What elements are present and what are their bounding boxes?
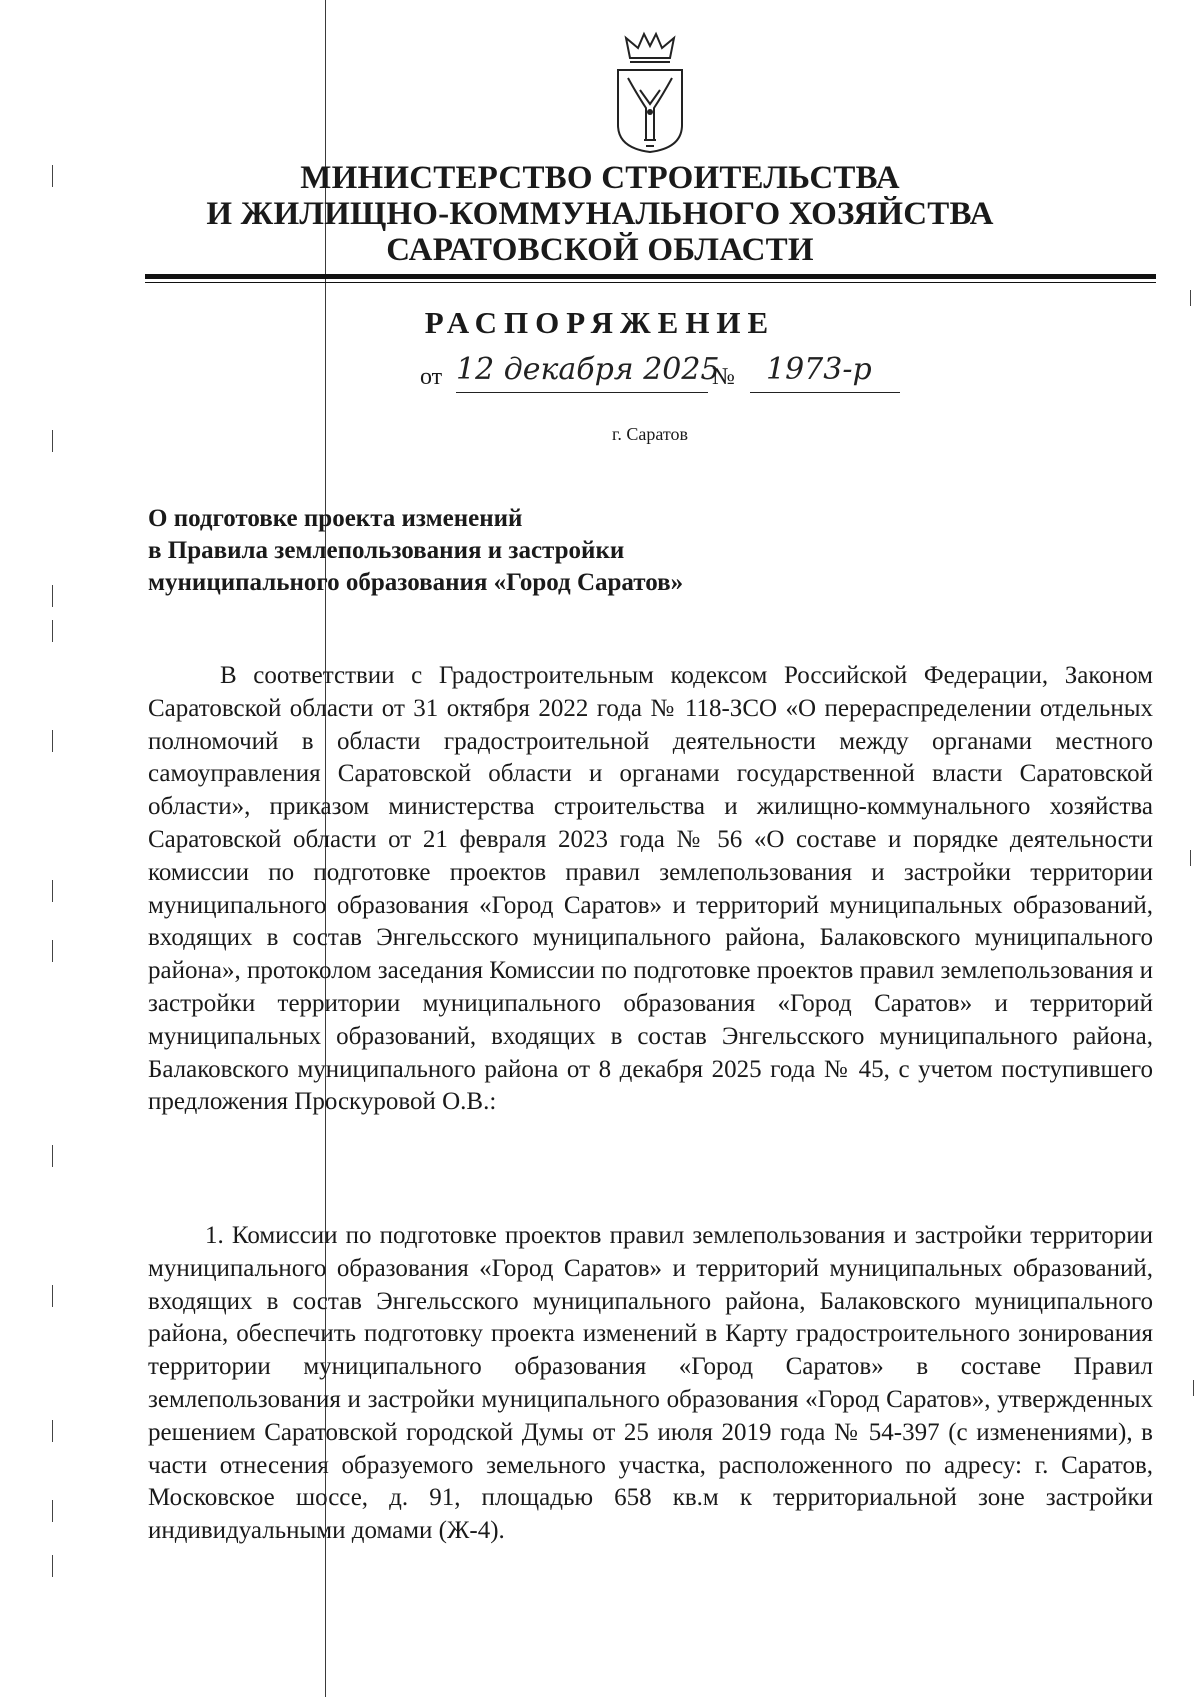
ministry-name	[150, 160, 1050, 268]
subject-line-2: в Правила землепользования и застройки	[148, 537, 625, 564]
city: г. Саратов	[612, 424, 688, 444]
subject-line-1: О подготовке проекта изменений	[148, 505, 523, 532]
ministry-name-line-1: МИНИСТЕРСТВО СТРОИТЕЛЬСТВА	[300, 160, 900, 196]
ministry-name-line-2: И ЖИЛИЩНО-КОММУНАЛЬНОГО ХОЗЯЙСТВА	[206, 196, 994, 232]
subject-line-3: муниципального образования «Город Саратов»	[148, 569, 684, 596]
header-divider-thin	[145, 282, 1156, 283]
number-underline	[750, 392, 900, 393]
preamble-paragraph: В соответствии с Градостроительным кодексом Российской Федерации, Законом Саратовской области от 31 октября 2022 года № 118-ЗСО «О перераспределении отдельных полномочий в области градостроительной деятельности между органами местного самоуправления Саратовской области и органами государственной власти Саратовской области», приказом министерства строительства и жилищно-коммунального хозяйства Саратовской области от 21 февраля 2023 года № 56 «О составе и порядке деятельности комиссии по подготовке проектов правил землепользования и застройки территории муниципального образования «Город Саратов» и территорий муниципальных образований, входящих в состав Энгельсского муниципального района, Балаковского муниципального района», протоколом заседания Комиссии по подготовке проектов правил землепользования и застройки территории муниципального образования «Город Саратов» и территорий муниципальных образований, входящих в состав Энгельсского муниципального района, Балаковского муниципального района от 8 декабря 2025 года № 45, с учетом поступившего предложения Проскуровой О.В.:	[148, 662, 1153, 1116]
document-type: РАСПОРЯЖЕНИЕ	[424, 305, 776, 340]
date-number-line	[420, 352, 940, 402]
coat-of-arms-icon	[610, 30, 690, 155]
ministry-name-line-3: САРАТОВСКОЙ ОБЛАСТИ	[386, 232, 814, 268]
number-prefix: №	[712, 364, 735, 390]
item-1-paragraph: 1. Комиссии по подготовке проектов правил землепользования и застройки территории муниципального образования «Город Саратов» и территорий муниципальных образований, входящих в состав Энгельсского муниципального района, Балаковского муниципального района, обеспечить подготовку проекта изменений в Карту градостроительного зонирования территории муниципального образования «Город Саратов» в составе Правил землепользования и застройки муниципального образования «Город Саратов», утвержденных решением Саратовской городской Думы от 25 июля 2019 года № 54-397 (с изменениями), в части отнесения образуемого земельного участка, расположенного по адресу: г. Саратов, Московское шоссе, д. 91, площадью 658 кв.м к территориальной зоне застройки индивидуальными домами (Ж-4).	[148, 1222, 1153, 1545]
handwritten-number: 1973-р	[766, 352, 872, 387]
handwritten-date: 12 декабря 2025	[456, 352, 720, 387]
subject-heading	[148, 503, 948, 599]
date-underline	[456, 392, 708, 393]
date-prefix: от	[420, 364, 443, 390]
header-divider-thick	[145, 274, 1156, 279]
